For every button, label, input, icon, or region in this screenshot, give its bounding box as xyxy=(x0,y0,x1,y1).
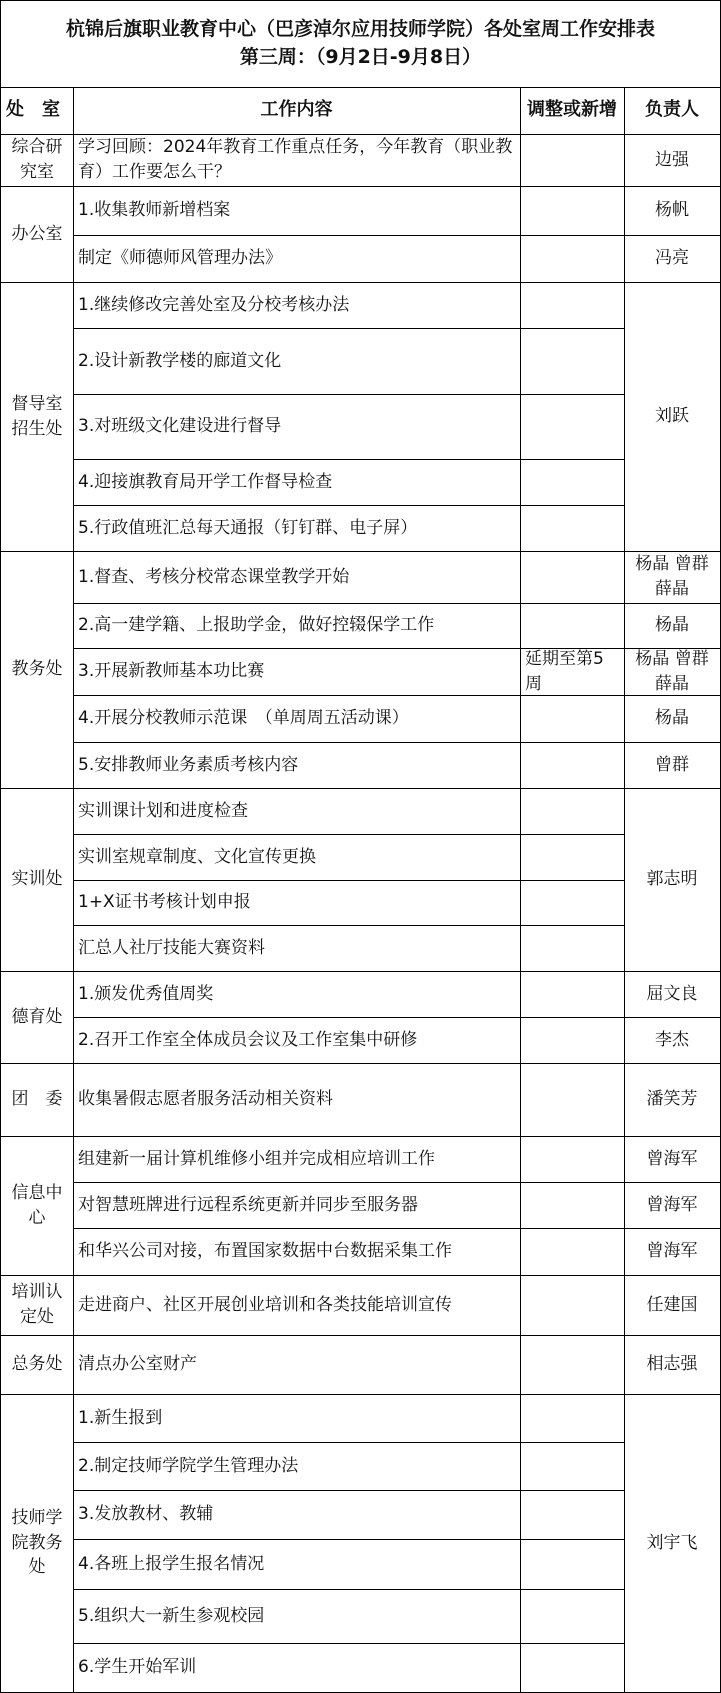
header-adjust: 调整或新增 xyxy=(520,87,625,135)
task-content: 汇总人社厅技能大赛资料 xyxy=(73,925,521,972)
owner-cell: 杨帆 xyxy=(624,186,721,236)
task-adjust xyxy=(520,186,625,236)
owner-cell: 郭志明 xyxy=(624,788,721,972)
task-content: 实训课计划和进度检查 xyxy=(73,788,521,835)
task-content: 5.组织大一新生参观校园 xyxy=(73,1589,521,1644)
owner-cell: 刘跃 xyxy=(624,282,721,552)
task-content: 学习回顾：2024年教育工作重点任务，今年教育（职业教育）工作要怎么干？ xyxy=(73,134,521,187)
dept-cell: 教务处 xyxy=(0,551,74,789)
dept-cell: 技师学院教务处 xyxy=(0,1394,74,1693)
owner-cell: 曾群 xyxy=(624,742,721,789)
task-content: 6.学生开始军训 xyxy=(73,1643,521,1693)
task-content: 2.制定技师学院学生管理办法 xyxy=(73,1442,521,1491)
dept-cell: 督导室招生处 xyxy=(0,282,74,552)
dept-cell: 德育处 xyxy=(0,971,74,1064)
task-content: 4.开展分校教师示范课 （单周周五活动课） xyxy=(73,695,521,743)
task-content: 和华兴公司对接，布置国家数据中台数据采集工作 xyxy=(73,1228,521,1276)
owner-cell: 杨晶 xyxy=(624,695,721,743)
task-adjust xyxy=(520,695,625,743)
owner-cell: 边强 xyxy=(624,134,721,187)
task-content: 清点办公室财产 xyxy=(73,1335,521,1395)
dept-cell: 信息中心 xyxy=(0,1136,74,1276)
task-adjust xyxy=(520,742,625,789)
owner-cell: 杨晶 曾群薛晶 xyxy=(624,551,721,604)
owner-cell: 杨晶 曾群薛晶 xyxy=(624,648,721,696)
task-adjust xyxy=(520,1589,625,1644)
task-content: 3.开展新教师基本功比赛 xyxy=(73,648,521,696)
task-adjust xyxy=(520,925,625,972)
task-adjust xyxy=(520,1335,625,1395)
task-content: 2.设计新教学楼的廊道文化 xyxy=(73,328,521,395)
task-content: 收集暑假志愿者服务活动相关资料 xyxy=(73,1063,521,1137)
task-content: 制定《师德师风管理办法》 xyxy=(73,235,521,283)
owner-cell: 潘笑芳 xyxy=(624,1063,721,1137)
task-adjust xyxy=(520,971,625,1018)
task-content: 1.新生报到 xyxy=(73,1394,521,1443)
dept-cell: 团 委 xyxy=(0,1063,74,1137)
task-content: 5.安排教师业务素质考核内容 xyxy=(73,742,521,789)
owner-cell: 屈文良 xyxy=(624,971,721,1018)
task-adjust xyxy=(520,834,625,881)
task-adjust xyxy=(520,1136,625,1183)
dept-cell: 办公室 xyxy=(0,186,74,283)
sheet-title-line2: 第三周：（9月2日-9月8日） xyxy=(239,46,482,68)
dept-cell: 总务处 xyxy=(0,1335,74,1395)
dept-cell: 培训认定处 xyxy=(0,1275,74,1336)
task-content: 1.收集教师新增档案 xyxy=(73,186,521,236)
task-adjust xyxy=(520,328,625,395)
header-content: 工作内容 xyxy=(73,87,521,135)
task-adjust xyxy=(520,1539,625,1590)
task-content: 1.继续修改完善处室及分校考核办法 xyxy=(73,282,521,329)
task-adjust xyxy=(520,459,625,506)
owner-cell: 相志强 xyxy=(624,1335,721,1395)
owner-cell: 杨晶 xyxy=(624,603,721,649)
task-content: 4.迎接旗教育局开学工作督导检查 xyxy=(73,459,521,506)
task-adjust xyxy=(520,134,625,187)
sheet-title-line1: 杭锦后旗职业教育中心（巴彦淖尔应用技师学院）各处室周工作安排表 xyxy=(65,18,655,41)
header-dept: 处 室 xyxy=(0,87,74,135)
task-content: 3.发放教材、教辅 xyxy=(73,1490,521,1540)
task-content: 组建新一届计算机维修小组并完成相应培训工作 xyxy=(73,1136,521,1183)
task-adjust xyxy=(520,1490,625,1540)
task-content: 实训室规章制度、文化宣传更换 xyxy=(73,834,521,881)
task-adjust xyxy=(520,1017,625,1064)
task-content: 2.召开工作室全体成员会议及工作室集中研修 xyxy=(73,1017,521,1064)
task-content: 4.各班上报学生报名情况 xyxy=(73,1539,521,1590)
task-adjust xyxy=(520,1182,625,1229)
task-content: 1.督查、考核分校常态课堂教学开始 xyxy=(73,551,521,604)
task-adjust xyxy=(520,282,625,329)
task-content: 走进商户、社区开展创业培训和各类技能培训宣传 xyxy=(73,1275,521,1336)
task-adjust xyxy=(520,394,625,460)
task-content: 2.高一建学籍、上报助学金，做好控辍保学工作 xyxy=(73,603,521,649)
task-adjust xyxy=(520,505,625,552)
owner-cell: 冯亮 xyxy=(624,235,721,283)
owner-cell: 曾海军 xyxy=(624,1228,721,1276)
dept-cell: 综合研究室 xyxy=(0,134,74,187)
owner-cell: 曾海军 xyxy=(624,1182,721,1229)
owner-cell: 任建国 xyxy=(624,1275,721,1336)
task-content: 对智慧班牌进行远程系统更新并同步至服务器 xyxy=(73,1182,521,1229)
owner-cell: 刘宇飞 xyxy=(624,1394,721,1693)
task-adjust xyxy=(520,551,625,604)
sheet-title xyxy=(0,0,721,88)
task-content: 5.行政值班汇总每天通报（钉钉群、电子屏） xyxy=(73,505,521,552)
task-content: 3.对班级文化建设进行督导 xyxy=(73,394,521,460)
task-content: 1.颁发优秀值周奖 xyxy=(73,971,521,1018)
task-adjust xyxy=(520,1063,625,1137)
task-adjust xyxy=(520,1228,625,1276)
task-adjust xyxy=(520,1442,625,1491)
task-adjust xyxy=(520,880,625,926)
task-adjust xyxy=(520,1643,625,1693)
task-adjust xyxy=(520,603,625,649)
task-adjust: 延期至第5周 xyxy=(520,648,625,696)
task-adjust xyxy=(520,788,625,835)
header-owner: 负责人 xyxy=(624,87,721,135)
dept-cell: 实训处 xyxy=(0,788,74,972)
task-adjust xyxy=(520,1394,625,1443)
owner-cell: 曾海军 xyxy=(624,1136,721,1183)
task-adjust xyxy=(520,1275,625,1336)
task-adjust xyxy=(520,235,625,283)
owner-cell: 李杰 xyxy=(624,1017,721,1064)
task-content: 1+X证书考核计划申报 xyxy=(73,880,521,926)
